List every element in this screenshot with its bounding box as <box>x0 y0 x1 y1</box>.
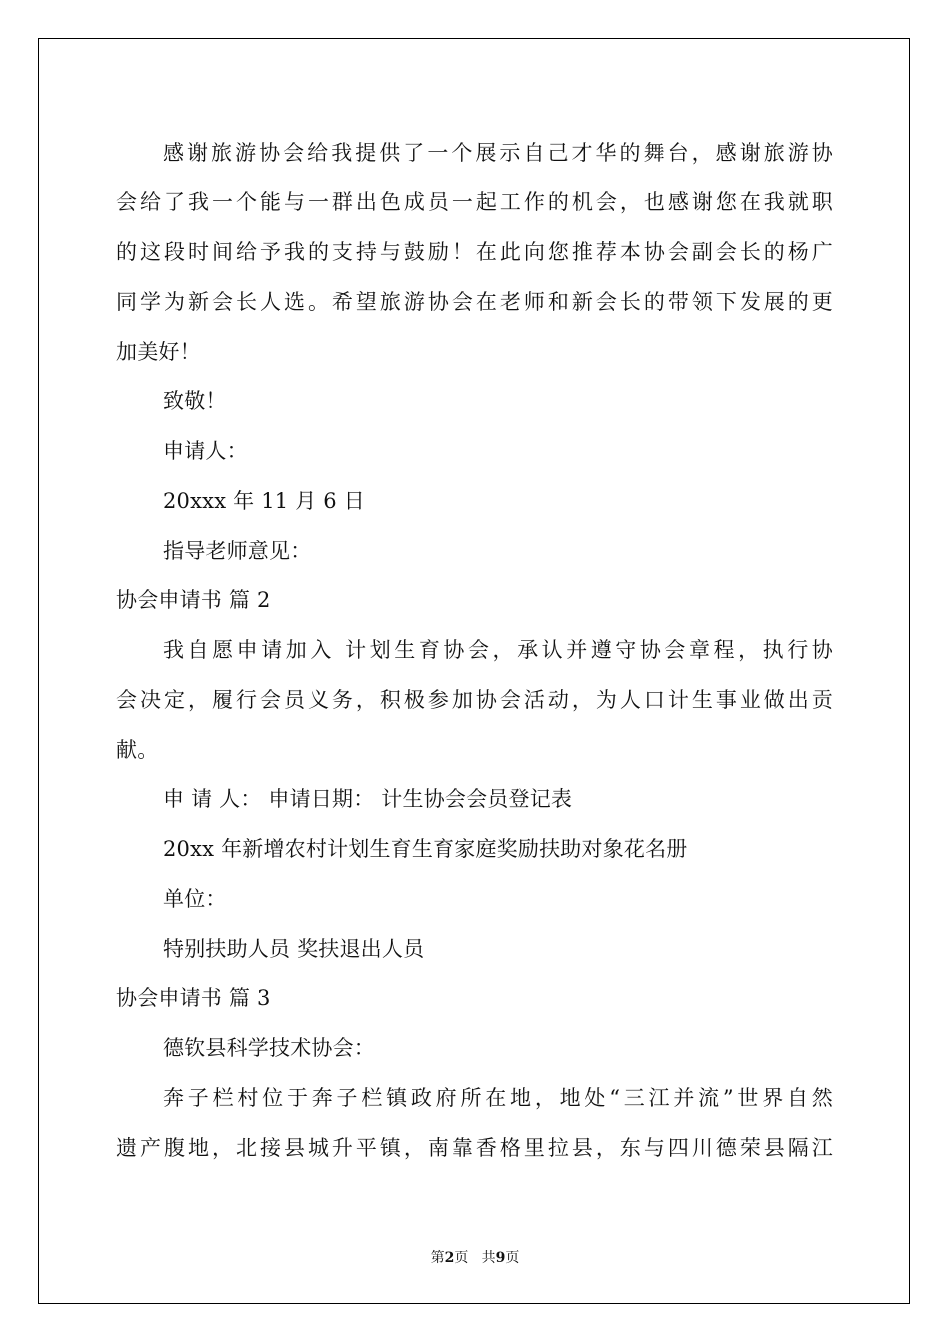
paragraph-line: 我自愿申请加入 计划生育协会，承认并遵守协会章程，执行协 <box>163 638 833 662</box>
salutation: 德钦县科学技术协会： <box>163 1036 375 1060</box>
current-page-number: 2 <box>444 1250 455 1266</box>
paragraph-line: 会给了我一个能与一群出色成员一起工作的机会，也感谢您在我就职 <box>116 190 833 214</box>
roster-title: 20xx 年新增农村计划生育生育家庭奖励扶助对象花名册 <box>163 837 688 861</box>
section-heading: 协会申请书 篇 2 <box>116 588 271 612</box>
date-line: 20xxx 年 11 月 6 日 <box>163 489 365 513</box>
paragraph-line: 的这段时间给予我的支持与鼓励！在此向您推荐本协会副会长的杨广 <box>116 240 833 264</box>
paragraph-line: 会决定，履行会员义务，积极参加协会活动，为人口计生事业做出贡 <box>116 688 833 712</box>
unit-label: 单位： <box>163 887 227 911</box>
total-page-number: 9 <box>495 1250 506 1266</box>
paragraph-line: 同学为新会长人选。希望旅游协会在老师和新会长的带领下发展的更 <box>116 290 833 314</box>
paragraph-line: 遗产腹地，北接县城升平镇，南靠香格里拉县，东与四川德荣县隔江 <box>116 1136 833 1160</box>
closing-salute: 致敬！ <box>163 389 227 413</box>
footer-suffix: 页 <box>505 1250 520 1266</box>
footer-prefix: 第 <box>430 1250 445 1266</box>
section-heading: 协会申请书 篇 3 <box>116 986 271 1010</box>
page-border <box>38 38 910 1304</box>
applicant-label: 申请人： <box>163 439 248 463</box>
page-footer <box>0 1247 950 1267</box>
paragraph-line: 献。 <box>116 738 159 762</box>
paragraph-line: 感谢旅游协会给我提供了一个展示自己才华的舞台，感谢旅游协 <box>163 141 833 165</box>
paragraph-line: 奔子栏村位于奔子栏镇政府所在地，地处“三江并流”世界自然 <box>163 1086 833 1110</box>
paragraph-line: 加美好！ <box>116 340 201 364</box>
advisor-opinion-label: 指导老师意见： <box>163 539 312 563</box>
form-fields-line: 申 请 人： 申请日期： 计生协会会员登记表 <box>163 787 573 811</box>
category-line: 特别扶助人员 奖扶退出人员 <box>163 937 425 961</box>
footer-mid: 页 共 <box>454 1250 496 1266</box>
